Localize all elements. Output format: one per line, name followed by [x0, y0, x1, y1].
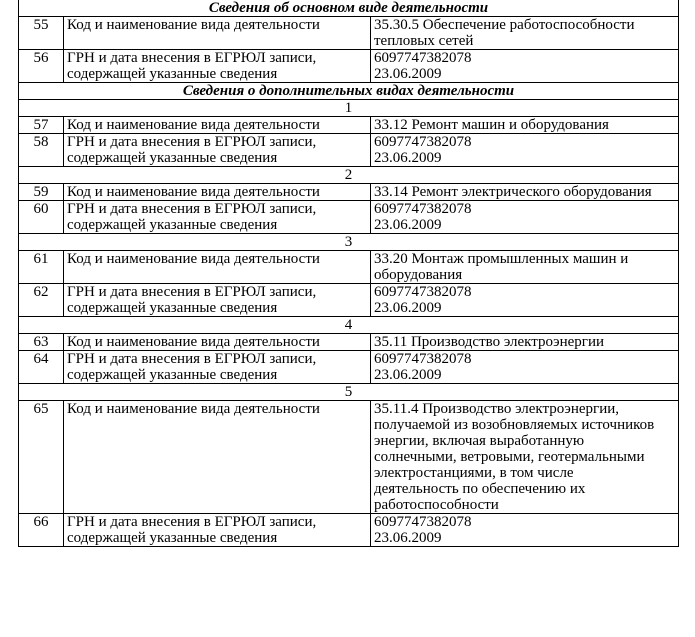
field-value: 23.06.2009: [374, 300, 442, 316]
row-number-cell: [19, 401, 64, 514]
table-row: [19, 134, 679, 167]
field-value: 23.06.2009: [374, 217, 442, 233]
row-number: 57: [33, 117, 49, 133]
field-value-cell: [371, 251, 679, 284]
group-index: 1: [344, 100, 353, 116]
activity-group-header: [19, 234, 679, 251]
field-label-cell: [64, 514, 371, 547]
field-label: Код и наименование вида деятельности: [67, 401, 320, 417]
field-value: 33.20 Монтаж промышленных машин и: [374, 251, 629, 267]
field-label: содержащей указанные сведения: [67, 150, 278, 166]
field-label-cell: [64, 50, 371, 83]
field-value: 33.14 Ремонт электрического оборудования: [374, 184, 652, 200]
field-value: 23.06.2009: [374, 66, 442, 82]
field-value-cell: [371, 351, 679, 384]
row-number-cell: [19, 514, 64, 547]
table-body: [19, 0, 679, 547]
field-label: содержащей указанные сведения: [67, 217, 278, 233]
field-label: Код и наименование вида деятельности: [67, 334, 320, 350]
field-label: ГРН и дата внесения в ЕГРЮЛ записи,: [67, 514, 317, 530]
field-value: работоспособности: [374, 497, 499, 513]
table-row: [19, 401, 679, 514]
row-number-cell: [19, 184, 64, 201]
field-value: 6097747382078: [374, 50, 472, 66]
activity-group-header: [19, 317, 679, 334]
row-number: 64: [33, 351, 49, 367]
field-value: 35.11 Производство электроэнергии: [374, 334, 605, 350]
field-value: оборудования: [374, 267, 463, 283]
main-activity-section-header: [19, 0, 679, 17]
row-number-cell: [19, 50, 64, 83]
main-activity-section-header-title: Сведения об основном виде деятельности: [208, 0, 489, 16]
table-row: [19, 50, 679, 83]
field-label-cell: [64, 17, 371, 50]
field-label: содержащей указанные сведения: [67, 530, 278, 546]
row-number: 62: [33, 284, 49, 300]
additional-activities-section-header-title: Сведения о дополнительных видах деятельности: [182, 83, 515, 99]
field-label-cell: [64, 201, 371, 234]
field-label-cell: [64, 284, 371, 317]
field-label-cell: [64, 334, 371, 351]
field-label-cell: [64, 134, 371, 167]
field-value: 23.06.2009: [374, 367, 442, 383]
row-number-cell: [19, 284, 64, 317]
row-number: 63: [33, 334, 49, 350]
field-value: солнечными, ветровыми, геотермальными: [374, 449, 645, 465]
field-value-cell: [371, 17, 679, 50]
group-index: 5: [344, 384, 353, 400]
field-label-cell: [64, 351, 371, 384]
row-number: 55: [33, 17, 49, 33]
field-label: содержащей указанные сведения: [67, 367, 278, 383]
row-number: 58: [33, 134, 49, 150]
activity-group-header: [19, 167, 679, 184]
field-label-cell: [64, 251, 371, 284]
row-number: 59: [33, 184, 49, 200]
field-value: получаемой из возобновляемых источников: [374, 417, 655, 433]
field-value: 6097747382078: [374, 201, 472, 217]
field-value-cell: [371, 117, 679, 134]
field-value: 35.11.4 Производство электроэнергии,: [374, 401, 620, 417]
row-number: 60: [33, 201, 49, 217]
row-number-cell: [19, 334, 64, 351]
row-number-cell: [19, 201, 64, 234]
row-number: 56: [33, 50, 49, 66]
field-value: 33.12 Ремонт машин и оборудования: [374, 117, 609, 133]
field-value: тепловых сетей: [374, 33, 474, 49]
group-index: 3: [344, 234, 353, 250]
field-label: содержащей указанные сведения: [67, 66, 278, 82]
field-value: электростанциями, в том числе: [374, 465, 574, 481]
main-activity-section-header-cell: [19, 0, 679, 17]
activity-group-header: [19, 384, 679, 401]
activity-group-header-cell: [19, 317, 679, 334]
table-row: [19, 351, 679, 384]
row-number-cell: [19, 134, 64, 167]
field-value: деятельность по обеспечению их: [374, 481, 586, 497]
field-value-cell: [371, 184, 679, 201]
field-value: 6097747382078: [374, 514, 472, 530]
field-label: ГРН и дата внесения в ЕГРЮЛ записи,: [67, 201, 317, 217]
field-value: 6097747382078: [374, 284, 472, 300]
table-row: [19, 334, 679, 351]
row-number: 65: [33, 401, 49, 417]
field-label: Код и наименование вида деятельности: [67, 117, 320, 133]
table-row: [19, 251, 679, 284]
field-label: содержащей указанные сведения: [67, 300, 278, 316]
row-number-cell: [19, 117, 64, 134]
activity-group-header: [19, 100, 679, 117]
field-value-cell: [371, 201, 679, 234]
field-value: энергии, включая выработанную: [374, 433, 585, 449]
field-label: Код и наименование вида деятельности: [67, 184, 320, 200]
field-label-cell: [64, 401, 371, 514]
field-value-cell: [371, 401, 679, 514]
table-row: [19, 117, 679, 134]
field-label: Код и наименование вида деятельности: [67, 17, 320, 33]
field-value: 35.30.5 Обеспечение работоспособности: [374, 17, 635, 33]
field-value: 23.06.2009: [374, 150, 442, 166]
group-index: 2: [344, 167, 353, 183]
field-label-cell: [64, 117, 371, 134]
table-row: [19, 17, 679, 50]
activity-group-header-cell: [19, 384, 679, 401]
activity-group-header-cell: [19, 100, 679, 117]
additional-activities-section-header-cell: [19, 83, 679, 100]
egrul-activity-table: [18, 0, 679, 547]
field-value: 6097747382078: [374, 351, 472, 367]
row-number-cell: [19, 17, 64, 50]
row-number-cell: [19, 351, 64, 384]
group-index: 4: [344, 317, 353, 333]
table-row: [19, 514, 679, 547]
field-label: ГРН и дата внесения в ЕГРЮЛ записи,: [67, 284, 317, 300]
field-value-cell: [371, 284, 679, 317]
field-value: 6097747382078: [374, 134, 472, 150]
row-number: 61: [33, 251, 49, 267]
table-row: [19, 284, 679, 317]
field-value-cell: [371, 134, 679, 167]
field-value-cell: [371, 514, 679, 547]
additional-activities-section-header: [19, 83, 679, 100]
row-number-cell: [19, 251, 64, 284]
table-row: [19, 201, 679, 234]
activity-group-header-cell: [19, 234, 679, 251]
activity-group-header-cell: [19, 167, 679, 184]
field-value-cell: [371, 50, 679, 83]
row-number: 66: [33, 514, 49, 530]
field-label: ГРН и дата внесения в ЕГРЮЛ записи,: [67, 134, 317, 150]
field-label: ГРН и дата внесения в ЕГРЮЛ записи,: [67, 50, 317, 66]
field-label: Код и наименование вида деятельности: [67, 251, 320, 267]
table-row: [19, 184, 679, 201]
field-label-cell: [64, 184, 371, 201]
field-value-cell: [371, 334, 679, 351]
field-label: ГРН и дата внесения в ЕГРЮЛ записи,: [67, 351, 317, 367]
field-value: 23.06.2009: [374, 530, 442, 546]
